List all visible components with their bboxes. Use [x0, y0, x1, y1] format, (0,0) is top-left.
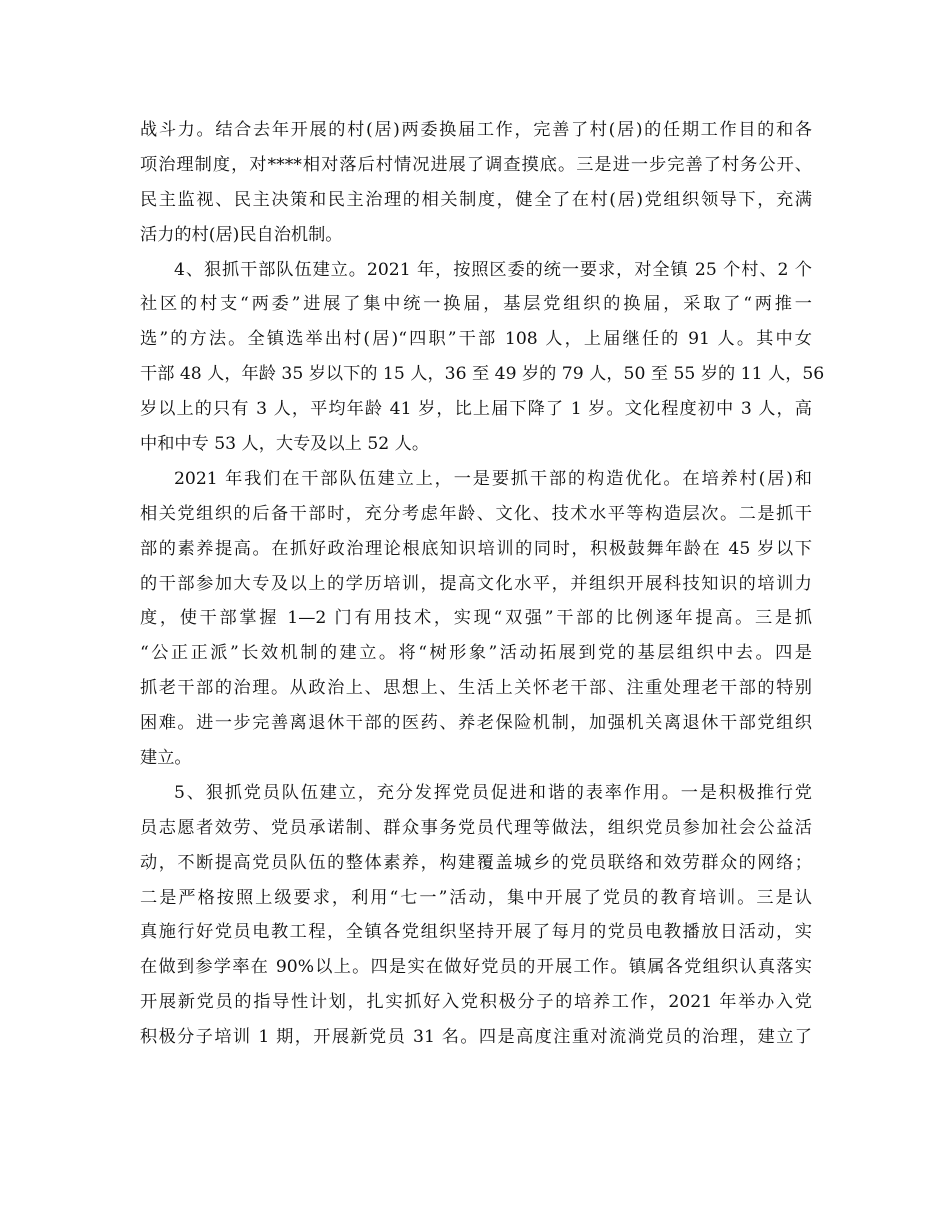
- text-line: “公正正派”长效机制的建立。将“树形象”活动拓展到党的基层组织中去。四是: [140, 643, 812, 664]
- text-line: 5、狠抓党员队伍建立，充分发挥党员促进和谐的表率作用。一是积极推行党: [174, 782, 812, 803]
- text-line: 民主监视、民主决策和民主治理的相关制度，健全了在村(居)党组织领导下，充满: [140, 189, 812, 210]
- text-line: 二是严格按照上级要求，利用“七一”活动，集中开展了党员的教育培训。三是认: [140, 887, 812, 908]
- text-line: 积极分子培训 1 期，开展新党员 31 名。四是高度注重对流淌党员的治理，建立了: [140, 1027, 812, 1048]
- text-line: 员志愿者效劳、党员承诺制、群众事务党员代理等做法，组织党员参加社会公益活: [140, 817, 812, 838]
- body-text: [140, 113, 825, 1055]
- text-line: 的干部参加大专及以上的学历培训，提高文化水平，并组织开展科技知识的培训力: [140, 573, 812, 594]
- text-line: 部的素养提高。在抓好政治理论根底知识培训的同时，积极鼓舞年龄在 45 岁以下: [140, 538, 812, 559]
- text-line: 战斗力。结合去年开展的村(居)两委换届工作，完善了村(居)的任期工作目的和各: [140, 120, 812, 140]
- text-line: 活力的村(居)民自治机制。: [140, 224, 343, 245]
- text-line: 中和中专 53 人，大专及以上 52 人。: [140, 434, 430, 455]
- text-line: 困难。进一步完善离退休干部的医药、养老保险机制，加强机关离退休干部党组织: [140, 713, 812, 734]
- text-line: 社区的村支“两委”进展了集中统一换届，基层党组织的换届，采取了“两推一: [140, 294, 812, 315]
- text-line: 度，使干部掌握 1—2 门有用技术，实现“双强”干部的比例逐年提高。三是抓: [140, 608, 812, 629]
- text-line: 建立。: [140, 748, 192, 769]
- text-line: 抓老干部的治理。从政治上、思想上、生活上关怀老干部、注重处理老干部的特别: [140, 678, 812, 699]
- text-line: 真施行好党员电教工程，全镇各党组织坚持开展了每月的党员电教播放日活动，实: [140, 922, 812, 943]
- text-line: 开展新党员的指导性计划，扎实抓好入党积极分子的培养工作，2021 年举办入党: [140, 992, 812, 1013]
- text-line: 动，不断提高党员队伍的整体素养，构建覆盖城乡的党员联络和效劳群众的网络；: [140, 852, 812, 873]
- text-line: 选”的方法。全镇选举出村(居)“四职”干部 108 人，上届继任的 91 人。其中女: [140, 329, 812, 350]
- text-line: 岁以上的只有 3 人，平均年龄 41 岁，比上届下降了 1 岁。文化程度初中 3 人，高: [140, 399, 812, 420]
- text-line: 干部 48 人，年龄 35 岁以下的 15 人，36 至 49 岁的 79 人，50 至 55 岁的 11 人，56: [140, 364, 825, 385]
- text-line: 4、狠抓干部队伍建立。2021 年，按照区委的统一要求，对全镇 25 个村、2 个: [174, 259, 812, 280]
- text-line: 项治理制度，对****相对落后村情况进展了调查摸底。三是进一步完善了村务公开、: [140, 154, 812, 175]
- text-line: 相关党组织的后备干部时，充分考虑年龄、文化、技术水平等构造层次。二是抓干: [140, 503, 812, 524]
- text-line: 在做到参学率在 90%以上。四是实在做好党员的开展工作。镇属各党组织认真落实: [140, 957, 812, 978]
- text-line: 2021 年我们在干部队伍建立上，一是要抓干部的构造优化。在培养村(居)和: [174, 468, 812, 489]
